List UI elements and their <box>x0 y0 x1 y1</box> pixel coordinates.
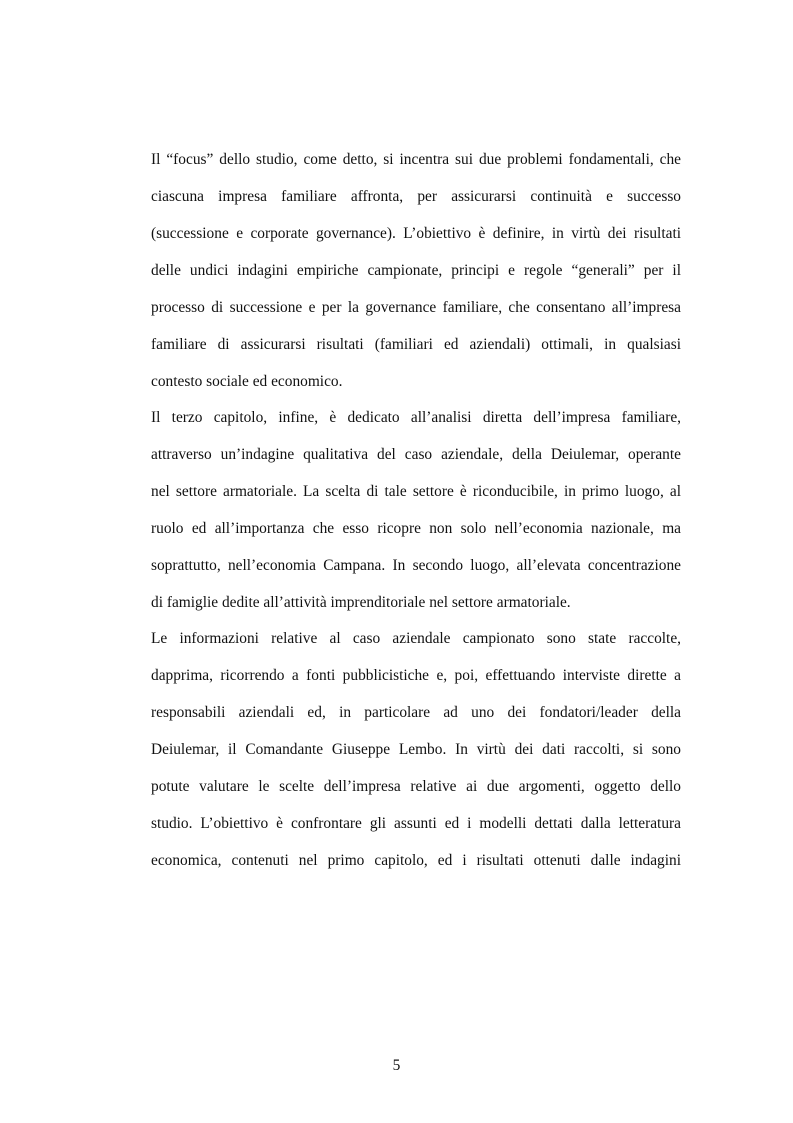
paragraph-1-line-1: Il “focus” dello studio, come detto, si incentra sui due problemi fondamentali, che <box>151 151 681 168</box>
paragraph-1-line-3: (successione e corporate governance). L’obiettivo è definire, in virtù dei risultati <box>151 225 681 242</box>
paragraph-1-line-4: delle undici indagini empiriche campionate, principi e regole “generali” per il <box>151 262 681 279</box>
paragraph-2-line-1: Il terzo capitolo, infine, è dedicato all’analisi diretta dell’impresa familiare, <box>151 409 681 426</box>
paragraph-3-line-5: potute valutare le scelte dell’impresa relative ai due argomenti, oggetto dello <box>151 778 681 795</box>
paragraph-2-line-5: soprattutto, nell’economia Campana. In secondo luogo, all’elevata concentrazione <box>151 557 681 574</box>
paragraph-3-line-7: economica, contenuti nel primo capitolo, ed i risultati ottenuti dalle indagini <box>151 852 681 869</box>
paragraph-3-line-4: Deiulemar, il Comandante Giuseppe Lembo. In virtù dei dati raccolti, si sono <box>151 741 681 758</box>
paragraph-2-line-6: di famiglie dedite all’attività imprenditoriale nel settore armatoriale. <box>151 594 571 611</box>
paragraph-3-line-3: responsabili aziendali ed, in particolare ad uno dei fondatori/leader della <box>151 704 681 721</box>
paragraph-1-line-6: familiare di assicurarsi risultati (familiari ed aziendali) ottimali, in qualsiasi <box>151 336 681 353</box>
paragraph-2-line-3: nel settore armatoriale. La scelta di tale settore è riconducibile, in primo luogo, al <box>151 483 681 500</box>
page-number: 5 <box>392 1057 401 1074</box>
paragraph-1-line-2: ciascuna impresa familiare affronta, per assicurarsi continuità e successo <box>151 188 681 205</box>
paragraph-3-line-2: dapprima, ricorrendo a fonti pubblicistiche e, poi, effettuando interviste dirette a <box>151 667 681 684</box>
paragraph-2-line-2: attraverso un’indagine qualitativa del caso aziendale, della Deiulemar, operante <box>151 446 681 463</box>
paragraph-1-line-5: processo di successione e per la governance familiare, che consentano all’impresa <box>151 299 681 316</box>
paragraph-3-line-6: studio. L’obiettivo è confrontare gli assunti ed i modelli dettati dalla letteratura <box>151 815 681 832</box>
paragraph-2-line-4: ruolo ed all’importanza che esso ricopre non solo nell’economia nazionale, ma <box>151 520 681 537</box>
paragraph-3-line-1: Le informazioni relative al caso aziendale campionato sono state raccolte, <box>151 630 681 647</box>
paragraph-1-line-7: contesto sociale ed economico. <box>151 373 343 390</box>
